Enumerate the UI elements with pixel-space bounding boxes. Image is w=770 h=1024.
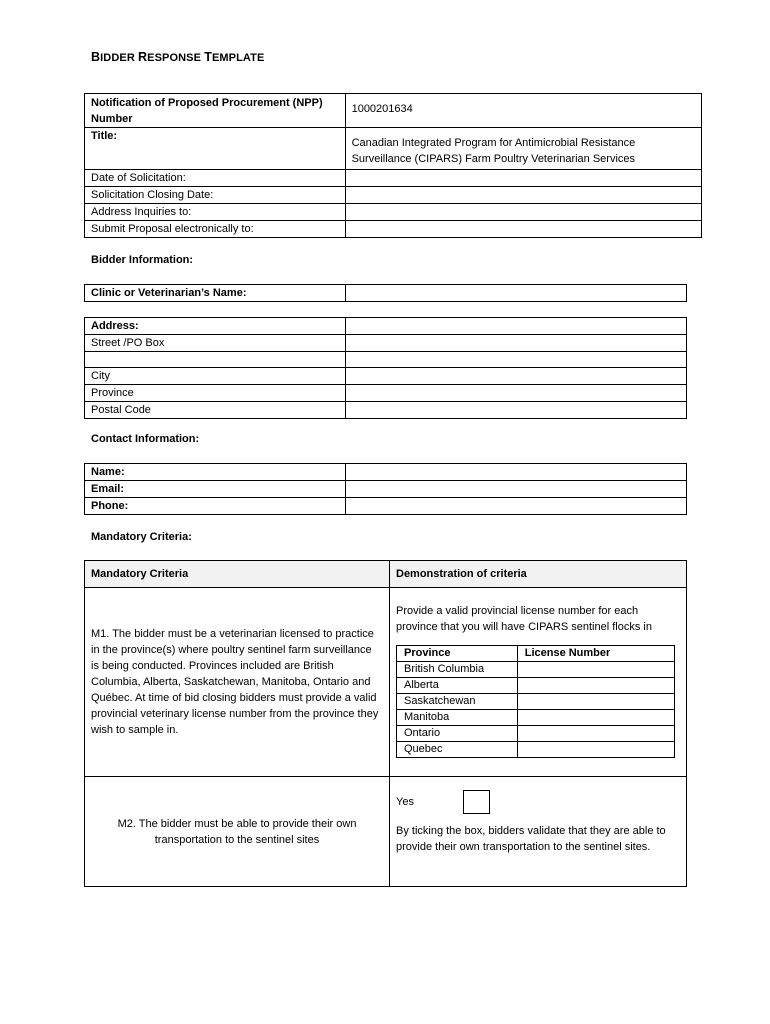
province-label: Province [85, 385, 346, 402]
contact-phone-field[interactable] [345, 498, 686, 515]
submit-proposal-field[interactable] [345, 221, 701, 238]
npp-table [84, 93, 702, 238]
address-blank-label [85, 352, 346, 368]
mandatory-criteria-heading: Mandatory Criteria: [91, 531, 192, 543]
m2-yes-row [396, 789, 678, 815]
m2-yes-label: Yes [396, 796, 414, 808]
m1-demonstration [390, 588, 687, 777]
license-province-bc: British Columbia [397, 662, 518, 678]
postal-code-label: Postal Code [85, 402, 346, 419]
clinic-name-label: Clinic or Veterinarian’s Name: [85, 285, 346, 302]
address-inquiries-label: Address Inquiries to: [85, 204, 346, 221]
address-inquiries-field[interactable] [345, 204, 701, 221]
mandatory-criteria-table [84, 560, 687, 887]
address-line2-field[interactable] [345, 352, 686, 368]
bidder-info-heading: Bidder Information: [91, 254, 194, 266]
city-label: City [85, 368, 346, 385]
m2-demonstration [390, 777, 687, 887]
closing-date-label: Solicitation Closing Date: [85, 187, 346, 204]
m2-yes-checkbox[interactable] [463, 790, 490, 814]
date-of-solicitation-field[interactable] [345, 170, 701, 187]
npp-value: 1000201634 [345, 94, 701, 128]
license-number-on[interactable] [517, 726, 674, 742]
postal-code-field[interactable] [345, 402, 686, 419]
contact-email-field[interactable] [345, 481, 686, 498]
contact-name-label: Name: [85, 464, 346, 481]
license-number-sk[interactable] [517, 694, 674, 710]
npp-label: Notification of Proposed Procurement (NPP) Number [85, 94, 346, 128]
title-value: Canadian Integrated Program for Antimicrobial Resistance Surveillance (CIPARS) Farm Poultry Veterinarian Services [345, 128, 701, 170]
clinic-name-field[interactable] [345, 285, 686, 302]
m2-criteria: M2. The bidder must be able to provide their own transportation to the sentinel sites [85, 777, 390, 887]
license-number-ab[interactable] [517, 678, 674, 694]
street-label: Street /PO Box [85, 335, 346, 352]
address-field[interactable] [345, 318, 686, 335]
address-label: Address: [85, 318, 346, 335]
license-province-ab: Alberta [397, 678, 518, 694]
m2-demo-text: By ticking the box, bidders validate that they are able to provide their own transportation to the sentinel sites. [396, 825, 666, 853]
province-field[interactable] [345, 385, 686, 402]
title-label: Title: [85, 128, 346, 170]
m1-criteria: M1. The bidder must be a veterinarian licensed to practice in the province(s) where poultry sentinel farm surveillance is being conducted. Provinces included are British Columbia, Alberta, Saskatchewan, Manitoba, Ontario and Québec. At time of bid closing bidders must provide a valid provincial veterinary license number from the province they wish to sample in. [85, 588, 390, 777]
col-demonstration: Demonstration of criteria [390, 561, 687, 588]
contact-info-heading: Contact Information: [91, 433, 200, 445]
street-field[interactable] [345, 335, 686, 352]
clinic-name-table [84, 284, 687, 302]
col-mandatory-criteria: Mandatory Criteria [85, 561, 390, 588]
address-table [84, 317, 687, 419]
license-province-mb: Manitoba [397, 710, 518, 726]
license-col-province: Province [397, 646, 518, 662]
date-of-solicitation-label: Date of Solicitation: [85, 170, 346, 187]
license-number-bc[interactable] [517, 662, 674, 678]
contact-name-field[interactable] [345, 464, 686, 481]
m1-demo-text: Provide a valid provincial license number for each province that you will have CIPARS sentinel flocks in [396, 605, 652, 633]
contact-table [84, 463, 687, 515]
license-number-mb[interactable] [517, 710, 674, 726]
submit-proposal-label: Submit Proposal electronically to: [85, 221, 346, 238]
license-province-on: Ontario [397, 726, 518, 742]
license-col-number: License Number [517, 646, 674, 662]
contact-phone-label: Phone: [85, 498, 346, 515]
license-province-qc: Quebec [397, 742, 518, 758]
closing-date-field[interactable] [345, 187, 701, 204]
page-title: BIDDER RESPONSE TEMPLATE [91, 50, 265, 64]
license-table [396, 645, 675, 758]
city-field[interactable] [345, 368, 686, 385]
license-number-qc[interactable] [517, 742, 674, 758]
license-province-sk: Saskatchewan [397, 694, 518, 710]
contact-email-label: Email: [85, 481, 346, 498]
